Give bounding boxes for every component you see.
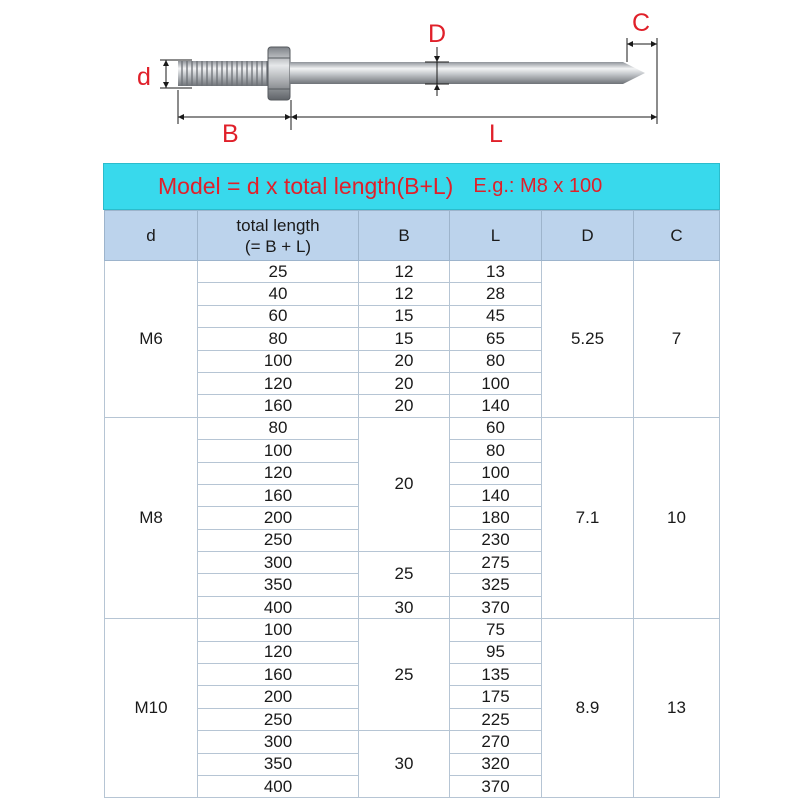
cell-L: 325: [450, 574, 542, 596]
cell-total: 40: [198, 283, 359, 305]
cell-total: 250: [198, 529, 359, 551]
cell-total: 120: [198, 641, 359, 663]
header-total-length: [198, 211, 359, 261]
label-d: d: [137, 63, 151, 91]
label-D: D: [428, 20, 447, 48]
cell-L: 75: [450, 619, 542, 641]
cell-L: 28: [450, 283, 542, 305]
cell-total: 60: [198, 305, 359, 327]
cell-total: 300: [198, 731, 359, 753]
cell-B: 25: [359, 552, 450, 597]
cell-B: 30: [359, 596, 450, 618]
model-formula: Model = d x total length(B+L): [158, 173, 454, 199]
cell-total: 400: [198, 596, 359, 618]
cell-B: 20: [359, 417, 450, 551]
table-row: [105, 619, 720, 641]
threaded-section: [178, 61, 270, 86]
cell-L: 13: [450, 261, 542, 283]
cell-total: 120: [198, 372, 359, 394]
cell-B: 25: [359, 619, 450, 731]
cell-total: 300: [198, 552, 359, 574]
header-row: [105, 211, 720, 261]
cell-L: 230: [450, 529, 542, 551]
cell-total: 160: [198, 484, 359, 506]
cell-total: 350: [198, 574, 359, 596]
cell-total: 120: [198, 462, 359, 484]
cell-B: 15: [359, 328, 450, 350]
cell-total: 400: [198, 775, 359, 797]
header-total-line2: (= B + L): [244, 236, 312, 256]
table-row: [105, 417, 720, 439]
cell-total: 80: [198, 328, 359, 350]
cell-L: 275: [450, 552, 542, 574]
cell-L: 100: [450, 462, 542, 484]
cell-total: 160: [198, 395, 359, 417]
header-total-line1: total length: [236, 215, 320, 235]
cell-L: 225: [450, 708, 542, 730]
cell-L: 140: [450, 395, 542, 417]
cell-C: 7: [634, 261, 720, 418]
label-L: L: [489, 120, 503, 148]
header-C: C: [634, 211, 720, 261]
cell-total: 100: [198, 440, 359, 462]
cell-L: 100: [450, 372, 542, 394]
cell-B: 20: [359, 395, 450, 417]
spec-table: [104, 210, 720, 798]
cell-L: 135: [450, 664, 542, 686]
cell-L: 320: [450, 753, 542, 775]
cell-total: 25: [198, 261, 359, 283]
header-d: d: [105, 211, 198, 261]
model-example: E.g.: M8 x 100: [473, 175, 603, 197]
cell-B: 12: [359, 261, 450, 283]
cell-L: 175: [450, 686, 542, 708]
cell-L: 370: [450, 596, 542, 618]
label-B: B: [222, 120, 239, 148]
header-B: B: [359, 211, 450, 261]
cell-L: 270: [450, 731, 542, 753]
table-row: [105, 261, 720, 283]
cell-L: 80: [450, 350, 542, 372]
bolt-dimension-diagram: [0, 0, 800, 160]
cell-L: 60: [450, 417, 542, 439]
cell-L: 370: [450, 775, 542, 797]
cell-total: 200: [198, 686, 359, 708]
cell-total: 200: [198, 507, 359, 529]
cell-L: 65: [450, 328, 542, 350]
cell-C: 10: [634, 417, 720, 619]
cell-B: 30: [359, 731, 450, 798]
label-C: C: [632, 9, 651, 37]
cell-total: 100: [198, 619, 359, 641]
cell-total: 100: [198, 350, 359, 372]
cell-B: 20: [359, 350, 450, 372]
header-L: L: [450, 211, 542, 261]
cell-L: 140: [450, 484, 542, 506]
cell-total: 250: [198, 708, 359, 730]
cell-L: 180: [450, 507, 542, 529]
header-D: D: [542, 211, 634, 261]
model-banner: [103, 163, 720, 210]
cell-total: 80: [198, 417, 359, 439]
cell-D: 8.9: [542, 619, 634, 798]
hex-nut: [268, 47, 290, 100]
cell-B: 15: [359, 305, 450, 327]
cell-d: M10: [105, 619, 198, 798]
cell-L: 95: [450, 641, 542, 663]
cell-d: M8: [105, 417, 198, 619]
cell-B: 20: [359, 372, 450, 394]
cell-L: 45: [450, 305, 542, 327]
smooth-rod: [290, 62, 645, 84]
cell-D: 5.25: [542, 261, 634, 418]
cell-D: 7.1: [542, 417, 634, 619]
cell-L: 80: [450, 440, 542, 462]
cell-d: M6: [105, 261, 198, 418]
cell-B: 12: [359, 283, 450, 305]
cell-total: 160: [198, 664, 359, 686]
cell-total: 350: [198, 753, 359, 775]
cell-C: 13: [634, 619, 720, 798]
